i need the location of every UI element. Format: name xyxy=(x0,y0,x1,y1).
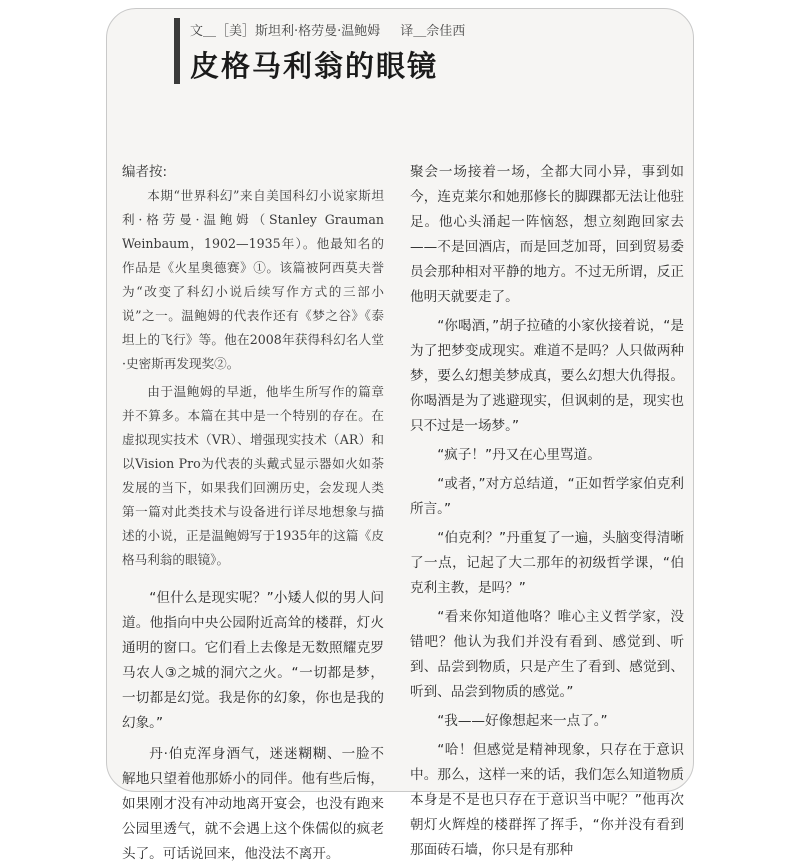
story-paragraph: “或者，”对方总结道，“正如哲学家伯克利所言。” xyxy=(410,476,684,517)
author-credit: 文＿［美］斯坦利·格劳曼·温鲍姆 xyxy=(190,24,381,39)
editor-note-paragraph: 本期“世界科幻”来自美国科幻小说家斯坦利·格劳曼·温鲍姆（Stanley Grauman Weinbaum，1902—1935年）。他最知名的作品是《火星奥德赛》①。该篇被阿西莫夫誉为“改变了科幻小说后续写作方式的三部小说”之一。温鲍姆的代表作还有《梦之谷》《泰坦上的飞行》等。他在2008年获得科幻名人堂·史密斯再发现奖②。 xyxy=(122,188,384,371)
story-paragraph: “我——好像想起来一点了。” xyxy=(437,713,608,729)
story-paragraph: “但什么是现实呢？”小矮人似的男人问道。他指向中央公园附近高耸的楼群，灯火通明的窗口。它们看上去像是无数照耀克罗马农人③之城的洞穴之火。“一切都是梦，一切都是幻觉。我是你的幻象，你也是我的幻象。” xyxy=(122,590,384,731)
story-paragraph: “伯克利？”丹重复了一遍，头脑变得清晰了一点，记起了大二那年的初级哲学课，“伯克利主教，是吗？” xyxy=(410,530,684,596)
left-column xyxy=(122,160,384,867)
byline-accent-bar xyxy=(174,18,180,84)
story-paragraph: “看来你知道他咯？唯心主义哲学家，没错吧？他认为我们并没有看到、感觉到、听到、品尝到物质，只是产生了看到、感觉到、听到、品尝到物质的感觉。” xyxy=(410,609,684,700)
story-paragraph: 丹·伯克浑身酒气，迷迷糊糊、一脸不解地只望着他那娇小的同伴。他有些后悔，如果刚才没有冲动地离开宴会，也没有跑来公园里透气，就不会遇上这个侏儒似的疯老头了。可话说回来，他没法不离开。 xyxy=(122,746,384,862)
editor-note-label: 编者按: xyxy=(122,164,168,180)
story-body-left xyxy=(122,586,384,867)
article-title: 皮格马利翁的眼镜 xyxy=(190,49,439,83)
byline xyxy=(190,20,465,39)
story-paragraph: “疯子！”丹又在心里骂道。 xyxy=(437,447,601,463)
right-column xyxy=(410,160,684,863)
editor-note-paragraph: 由于温鲍姆的早逝，他毕生所写作的篇章并不算多。本篇在其中是一个特别的存在。在虚拟现实技术（VR）、增强现实技术（AR）和以Vision Pro为代表的头戴式显示器如火如荼发展的当下，如果我们回溯历史，会发现人类第一篇对此类技术与设备进行详尽地想象与描述的小说，正是温鲍姆写于1935年的这篇《皮格马利翁的眼镜》。 xyxy=(122,384,384,567)
translator-credit: 译＿佘佳西 xyxy=(400,24,466,39)
story-paragraph: “哈！但感觉是精神现象，只存在于意识中。那么，这样一来的话，我们怎么知道物质本身是不是也只存在于意识当中呢？”他再次朝灯火辉煌的楼群挥了挥手，“你并没有看到那面砖石墙，你只是有那种 xyxy=(410,742,684,858)
story-paragraph: “你喝酒，”胡子拉碴的小家伙接着说，“是为了把梦变成现实。难道不是吗？人只做两种梦，要么幻想美梦成真，要么幻想大仇得报。你喝酒是为了逃避现实，但讽刺的是，现实也只不过是一场梦。” xyxy=(410,318,684,434)
story-paragraph: 聚会一场接着一场，全都大同小异，事到如今，连克莱尔和她那修长的脚踝都无法让他驻足。他心头涌起一阵恼怒，想立刻跑回家去——不是回酒店，而是回芝加哥，回到贸易委员会那种相对平静的地方。不过无所谓，反正他明天就要走了。 xyxy=(410,164,684,305)
